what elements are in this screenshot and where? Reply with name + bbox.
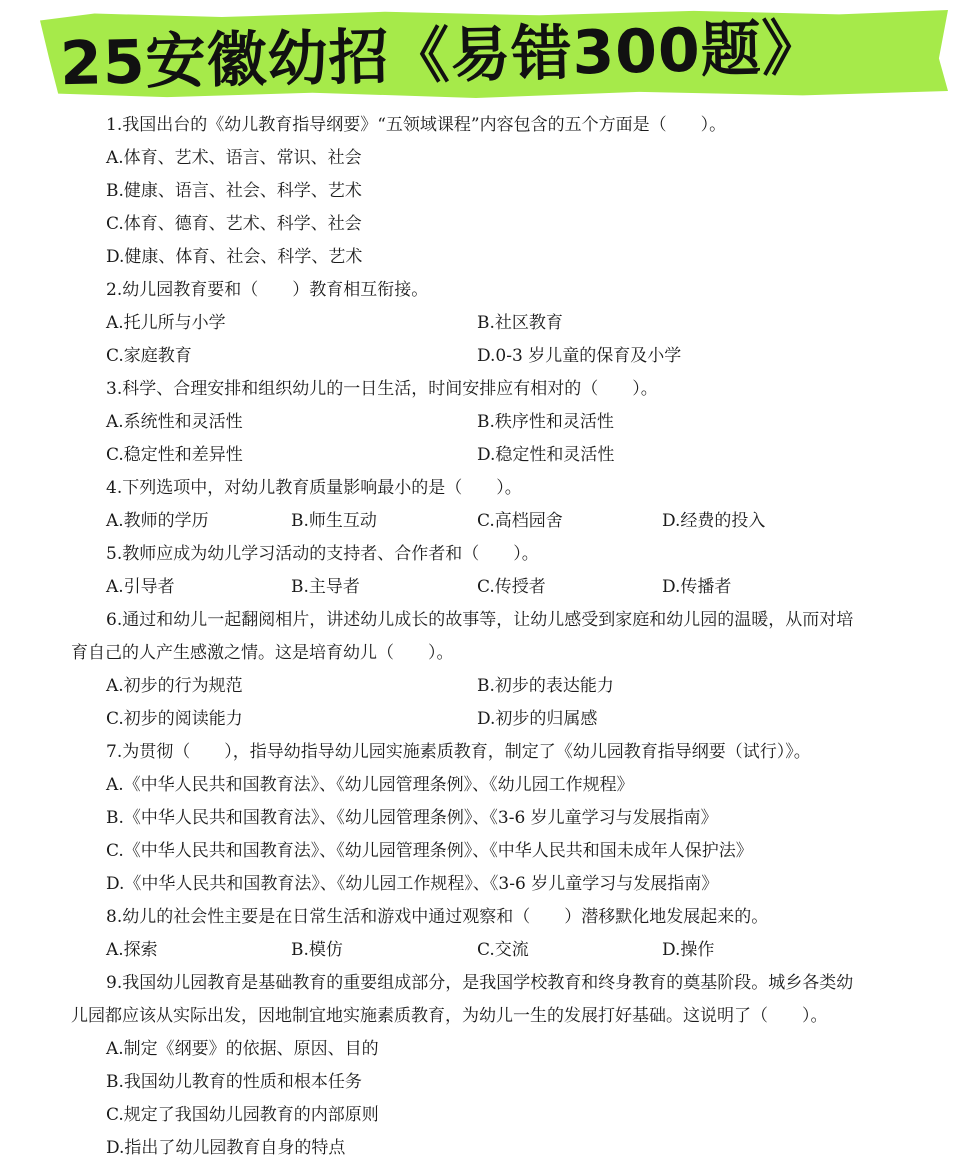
question-8-option-c: C.交流 [477,940,529,960]
question-4-option-a: A.教师的学历 [106,511,209,531]
question-8-stem: 8.幼儿的社会性主要是在日常生活和游戏中通过观察和（ ）潜移默化地发展起来的。 [106,907,769,927]
question-3-stem: 3.科学、合理安排和组织幼儿的一日生活，时间安排应有相对的（ ）。 [106,379,658,399]
question-2-stem: 2.幼儿园教育要和（ ）教育相互衔接。 [106,280,429,300]
question-7-option-d: D.《中华人民共和国教育法》、《幼儿园工作规程》、《3-6 岁儿童学习与发展指南》 [106,874,719,894]
question-6-stem-line-2: 育自己的人产生感激之情。这是培育幼儿（ ）。 [71,643,454,663]
question-5-option-c: C.传授者 [477,577,546,597]
question-1-option-d: D.健康、体育、社会、科学、艺术 [106,247,363,267]
question-6-options-row-1 [0,670,958,703]
question-2-option-a: A.托儿所与小学 [106,313,226,333]
question-2-options-row-2 [0,340,958,373]
question-7-option-b: B.《中华人民共和国教育法》、《幼儿园管理条例》、《3-6 岁儿童学习与发展指南》 [106,808,718,828]
question-3-option-d: D.稳定性和灵活性 [477,445,615,465]
question-7-option-a: A.《中华人民共和国教育法》、《幼儿园管理条例》、《幼儿园工作规程》 [106,775,634,795]
question-3-options-row-2 [0,439,958,472]
question-9-stem-line-2: 儿园都应该从实际出发，因地制宜地实施素质教育，为幼儿一生的发展打好基础。这说明了（ ）。 [71,1006,828,1026]
question-3-option-c: C.稳定性和差异性 [106,445,243,465]
question-5-options-row [0,571,958,604]
question-6-option-c: C.初步的阅读能力 [106,709,243,729]
question-2-option-d: D.0-3 岁儿童的保育及小学 [477,346,682,366]
question-4-option-d: D.经费的投入 [662,511,766,531]
question-9-option-d: D.指出了幼儿园教育自身的特点 [106,1138,346,1158]
question-2-options-row-1 [0,307,958,340]
question-3-option-a: A.系统性和灵活性 [106,412,243,432]
question-9-stem-line-1: 9.我国幼儿园教育是基础教育的重要组成部分，是我国学校教育和终身教育的奠基阶段。城乡各类幼 [106,973,854,993]
question-8-option-d: D.操作 [662,940,715,960]
question-8-option-b: B.模仿 [291,940,343,960]
question-8-options-row [0,934,958,967]
question-6-option-d: D.初步的归属感 [477,709,598,729]
question-4-option-c: C.高档园舍 [477,511,563,531]
question-5-option-b: B.主导者 [291,577,360,597]
question-6-option-b: B.初步的表达能力 [477,676,614,696]
question-list [0,109,958,1165]
question-7-stem: 7.为贯彻（ ），指导幼指导幼儿园实施素质教育，制定了《幼儿园教育指导纲要（试行）》。 [106,742,811,762]
question-2-option-b: B.社区教育 [477,313,563,333]
question-1-option-b: B.健康、语言、社会、科学、艺术 [106,181,362,201]
question-9-option-a: A.制定《纲要》的依据、原因、目的 [106,1039,379,1059]
question-4-stem: 4.下列选项中，对幼儿教育质量影响最小的是（ ）。 [106,478,522,498]
question-5-option-a: A.引导者 [106,577,175,597]
question-1-option-c: C.体育、德育、艺术、科学、社会 [106,214,362,234]
question-8-option-a: A.探索 [106,940,158,960]
question-4-option-b: B.师生互动 [291,511,377,531]
question-6-options-row-2 [0,703,958,736]
question-2-option-c: C.家庭教育 [106,346,192,366]
question-1-option-a: A.体育、艺术、语言、常识、社会 [106,148,362,168]
question-9-option-c: C.规定了我国幼儿园教育的内部原则 [106,1105,379,1125]
question-5-option-d: D.传播者 [662,577,732,597]
question-4-options-row [0,505,958,538]
question-1-stem: 1.我国出台的《幼儿教育指导纲要》“五领域课程”内容包含的五个方面是（ ）。 [106,115,727,135]
question-7-option-c: C.《中华人民共和国教育法》、《幼儿园管理条例》、《中华人民共和国未成年人保护法》 [106,841,753,861]
page-title: 25安徽幼招《易错300题》 [59,13,824,100]
question-3-option-b: B.秩序性和灵活性 [477,412,614,432]
question-3-options-row-1 [0,406,958,439]
question-6-option-a: A.初步的行为规范 [106,676,243,696]
question-9-option-b: B.我国幼儿教育的性质和根本任务 [106,1072,362,1092]
question-6-stem-line-1: 6.通过和幼儿一起翻阅相片，讲述幼儿成长的故事等，让幼儿感受到家庭和幼儿园的温暖，从而对培 [106,610,854,630]
question-5-stem: 5.教师应成为幼儿学习活动的支持者、合作者和（ ）。 [106,544,539,564]
